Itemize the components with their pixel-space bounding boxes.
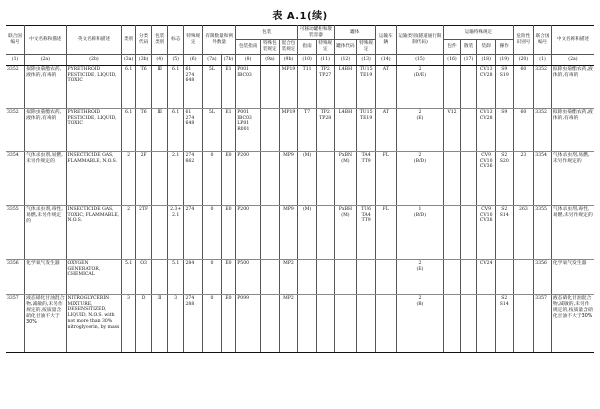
cell-special-provisions: 274 288 [184,294,203,352]
cell-limited-quantity: 5L [203,65,222,108]
header-tank-special: 特殊规定 [316,40,334,54]
col-num: (16) [444,54,461,65]
header-mixed-packing: 混合包装规定 [279,40,298,54]
cell-un: 3357 [6,294,25,352]
cell-hin: 23 [513,151,534,205]
cell-mixed-packing: MP2 [279,259,298,294]
cell-packages [444,259,461,294]
cell-en-name: INSECTICIDE GAS, FLAMMABLE, N.O.S. [66,151,122,205]
cell-loading [477,294,496,352]
cell-tank-special: TP2 TP28 [316,108,334,151]
cell-label: 6.1 [167,65,184,108]
cell-packing-instruction: P001 IBC03 [236,65,261,108]
cell-tank-instruction: (M) [298,151,317,205]
col-num: (1) [6,54,25,65]
cell-un: 3354 [6,151,25,205]
table-row [6,205,594,259]
header-tank-code-special: 特殊规定 [357,40,376,54]
col-num: (9b) [279,54,298,65]
header-packing-instruction: 包装指南 [236,40,261,54]
header-group-tank: 可移动罐柜和散装容器 [298,26,334,40]
cell-special-provisions: 284 [184,259,203,294]
cell-vehicle: AT [375,65,396,108]
cell-packing-instruction: P500 [236,259,261,294]
cell-bulk [460,205,477,259]
cell-tank-special [316,294,334,352]
header-bulk: 散装 [460,40,477,54]
cell-packages [444,205,461,259]
cell-packages: V12 [444,108,461,151]
cell-limited-quantity: 0 [203,294,222,352]
cell-mixed-packing: MP9 [279,151,298,205]
cell-special-packing [261,108,280,151]
cell-special-packing [261,294,280,352]
cell-excepted-quantity: E0 [221,259,236,294]
header-un-right: 联合国编号 [534,26,552,55]
cell-vehicle [375,259,396,294]
cell-tank-code-special [357,259,376,294]
cell-excepted-quantity: E0 [221,151,236,205]
cell-transport-category: 2 (D/E) [396,65,444,108]
col-num: (11) [316,54,334,65]
cell-packing-instruction: P099 [236,294,261,352]
table-row [6,151,594,205]
header-tank-instruction: 指南 [298,40,317,54]
cell-special-provisions: 61 274 648 [184,65,203,108]
cell-transport-category: 2 (B/D) [396,151,444,205]
table-row [6,259,594,294]
cell-tank-special [316,151,334,205]
cell-un-right: 3352 [534,108,552,151]
cell-packing-group [152,259,168,294]
header-un: 联合国编号 [6,26,25,55]
cell-special-packing [261,151,280,205]
table-row [6,294,594,352]
cell-loading: CV13 CV28 [477,65,496,108]
col-num: (5) [167,54,184,65]
cell-excepted-quantity: E1 [221,108,236,151]
cell-tank-special: TP2 TP27 [316,65,334,108]
cell-en-name: NITROGLYCERIN MIXTURE, DESENSITIZED, LIQUID, N.O.S. with not more than 30% nitroglycerin, by mass [66,294,122,352]
cell-label: 2.1 [167,151,184,205]
cell-cn-name: 气体杀虫剂,易燃,未另作规定的 [25,151,66,205]
header-cn-name: 中文名称和描述 [25,26,66,55]
cell-limited-quantity: 0 [203,205,222,259]
col-num: (18) [477,54,496,65]
cell-cn-name: 化学氧气发生器 [25,259,66,294]
cell-class: 3 [122,294,135,352]
col-num: (10) [298,54,317,65]
cell-class-code: O3 [135,259,152,294]
header-group-special: 运输特殊规定 [444,26,513,40]
col-num: (7a) [203,54,222,65]
cell-cn-name: 拟除虫菊酯农药,液体的,有毒的 [25,108,66,151]
cell-un-right: 3356 [534,259,552,294]
col-num: (3a) [122,54,135,65]
cell-tank-code-special [357,294,376,352]
cell-tank-special [316,205,334,259]
cell-mixed-packing: MP9 [279,205,298,259]
header-transport-category: 运输类别(隧道通行限制代码) [396,26,444,55]
cell-en-name: INSECTICIDE GAS, TOXIC, FLAMMABLE, N.O.S. [66,205,122,259]
cell-hin: 60 [513,108,534,151]
cell-transport-category: 2 (E) [396,259,444,294]
header-loading: 装卸 [477,40,496,54]
header-class: 类别 [122,26,135,55]
col-num: (17) [460,54,477,65]
cell-label: 5.1 [167,259,184,294]
cell-class: 5.1 [122,259,135,294]
cell-cn-name-right: 气体杀虫剂,易燃,未另作规定的 [551,151,594,205]
col-num: (20) [513,54,534,65]
cell-tank-code-special: TU15 TE19 [357,108,376,151]
cell-loading: CV24 [477,259,496,294]
cell-bulk [460,259,477,294]
cell-un: 3352 [6,65,25,108]
col-num: (2a) [25,54,66,65]
cell-class: 2 [122,151,135,205]
cell-hin [513,259,534,294]
cell-packages [444,65,461,108]
cell-un-right: 3354 [534,151,552,205]
cell-un-right: 3352 [534,65,552,108]
cell-hin: 60 [513,65,534,108]
page-title: 表 A.1(续) [272,11,328,22]
cell-en-name: OXYGEN GENERATOR, CHEMICAL [66,259,122,294]
cell-class-code: 2F [135,151,152,205]
header-row-numbers [6,54,594,65]
header-special-provisions: 特殊规定 [184,26,203,55]
cell-loading: CV13 CV28 [477,108,496,151]
col-num: (15) [396,54,444,65]
cell-limited-quantity: 5L [203,108,222,151]
cell-un-right: 3357 [534,294,552,352]
cell-packing-group: Ⅲ [152,108,168,151]
header-cn-name-right: 中文名称和描述 [551,26,594,55]
cell-tank-instruction: T11 [298,65,317,108]
cell-operation [495,259,513,294]
cell-cn-name-right: 化学氧气发生器 [551,259,594,294]
cell-tank-code-special: TA4 TT9 [357,151,376,205]
col-num: (19) [495,54,513,65]
cell-excepted-quantity: E0 [221,205,236,259]
cell-packing-instruction: P001 IBC03 LP01 R001 [236,108,261,151]
cell-class-code: 2TF [135,205,152,259]
cell-mixed-packing: MP2 [279,294,298,352]
cell-special-packing [261,205,280,259]
cell-un-right: 3355 [534,205,552,259]
cell-excepted-quantity: E1 [221,65,236,108]
cell-tank-instruction [298,294,317,352]
cell-special-provisions: 274 662 [184,151,203,205]
cell-special-packing [261,259,280,294]
cell-vehicle [375,294,396,352]
cell-vehicle: FL [375,151,396,205]
cell-transport-category: 2 (B) [396,294,444,352]
cell-packing-instruction: P200 [236,151,261,205]
col-num: (6) [184,54,203,65]
cell-vehicle: FL [375,205,396,259]
cell-un: 3355 [6,205,25,259]
cell-packages [444,294,461,352]
cell-un: 3356 [6,259,25,294]
header-label: 标志 [167,26,184,55]
cell-tank-instruction [298,259,317,294]
header-packages: 包件 [444,40,461,54]
cell-packing-group [152,205,168,259]
cell-packing-instruction: P200 [236,205,261,259]
cell-limited-quantity: 0 [203,259,222,294]
cell-cn-name-right: 液态硝化甘油混合物,减敏的,未另作规定的,按质量含硝化甘油不大于30% [551,294,594,352]
col-num: (9a) [261,54,280,65]
cell-tank-code: PxBH (M) [334,205,357,259]
cell-limited-quantity: 0 [203,151,222,205]
cell-excepted-quantity: E0 [221,294,236,352]
cell-packing-group: Ⅱ [152,294,168,352]
cell-loading: CV9 CV10 CV36 [477,205,496,259]
cell-bulk [460,294,477,352]
header-group-packaging: 包装 [236,26,298,40]
cell-label: 2.3+ 2.1 [167,205,184,259]
cell-operation: S2 S14 [495,294,513,352]
cell-special-packing [261,65,280,108]
cell-cn-name: 气体杀虫剂,毒性,易燃,未另作规定的 [25,205,66,259]
cell-mixed-packing: MP19 [279,108,298,151]
col-num: (4) [152,54,168,65]
header-group-vehicle-tank: 罐体 [334,26,375,40]
cell-class-code: T6 [135,108,152,151]
col-num: (3b) [135,54,152,65]
cell-class-code: D [135,294,152,352]
header-en-name: 英文名称和描述 [66,26,122,55]
header-operation: 操作 [495,40,513,54]
dangerous-goods-table [6,25,594,353]
header-packing-group: 包装类别 [152,26,168,55]
cell-operation: S2 S20 [495,151,513,205]
cell-vehicle: AT [375,108,396,151]
cell-packing-group: Ⅲ [152,65,168,108]
cell-un: 3352 [6,108,25,151]
cell-tank-code: L4BH [334,108,357,151]
col-num: (1) [534,54,552,65]
table-row [6,108,594,151]
cell-tank-instruction: T7 [298,108,317,151]
cell-class: 6.1 [122,108,135,151]
cell-bulk [460,108,477,151]
cell-tank-code: L4BH [334,65,357,108]
cell-cn-name-right: 拟除虫菊酯农药,液体的,有毒的 [551,108,594,151]
table-row [6,65,594,108]
cell-tank-code [334,294,357,352]
cell-class-code: T6 [135,65,152,108]
cell-tank-code-special: TU15 TE19 [357,65,376,108]
cell-transport-category: 2 (E) [396,108,444,151]
cell-operation: S9 [495,108,513,151]
cell-tank-code: PxBN (M) [334,151,357,205]
header-vehicle: 运输车辆 [375,26,396,55]
col-num: (7b) [221,54,236,65]
col-num: (12) [334,54,357,65]
header-tank-code: 罐体代码 [334,40,357,54]
cell-bulk [460,151,477,205]
cell-tank-code-special: TU6 TA4 TT9 [357,205,376,259]
cell-cn-name: 拟除虫菊酯农药,液体的,有毒的 [25,65,66,108]
cell-packages [444,151,461,205]
col-num: (13) [357,54,376,65]
col-num: (2b) [66,54,122,65]
col-num: (2a) [551,54,594,65]
cell-class: 2 [122,205,135,259]
cell-bulk [460,65,477,108]
header-hin: 危险性识别号 [513,26,534,55]
cell-label: 6.1 [167,108,184,151]
cell-en-name: PYRETHROID PESTICIDE, LIQUID, TOXIC [66,108,122,151]
cell-class: 6.1 [122,65,135,108]
header-class-code: 分类代码 [135,26,152,55]
header-row-groups [6,26,594,40]
col-num: (14) [375,54,396,65]
cell-hin: 263 [513,205,534,259]
cell-mixed-packing: MP19 [279,65,298,108]
cell-cn-name: 液态硝化甘油混合物,减敏的,未另作规定的,按质量含硝化甘油不大于30% [25,294,66,352]
col-num: (8) [236,54,261,65]
cell-cn-name-right: 拟除虫菊酯农药,液体的,有毒的 [551,65,594,108]
cell-tank-special [316,259,334,294]
cell-special-provisions: 61 274 648 [184,108,203,151]
cell-transport-category: 1 (B/D) [396,205,444,259]
header-special-packing: 特殊包装规定 [261,40,280,54]
cell-loading: CV9 CV10 CV36 [477,151,496,205]
cell-tank-code [334,259,357,294]
cell-packing-group [152,151,168,205]
cell-cn-name-right: 气体杀虫剂,毒性,易燃,未另作规定的 [551,205,594,259]
cell-tank-instruction: (M) [298,205,317,259]
cell-operation: S9 S19 [495,65,513,108]
cell-hin [513,294,534,352]
cell-label: 3 [167,294,184,352]
cell-en-name: PYRETHROID PESTICIDE, LIQUID, TOXIC [66,65,122,108]
cell-special-provisions: 274 [184,205,203,259]
header-limited-quantity: 有限数量和例外数量 [203,26,236,55]
cell-operation: S2 S14 [495,205,513,259]
